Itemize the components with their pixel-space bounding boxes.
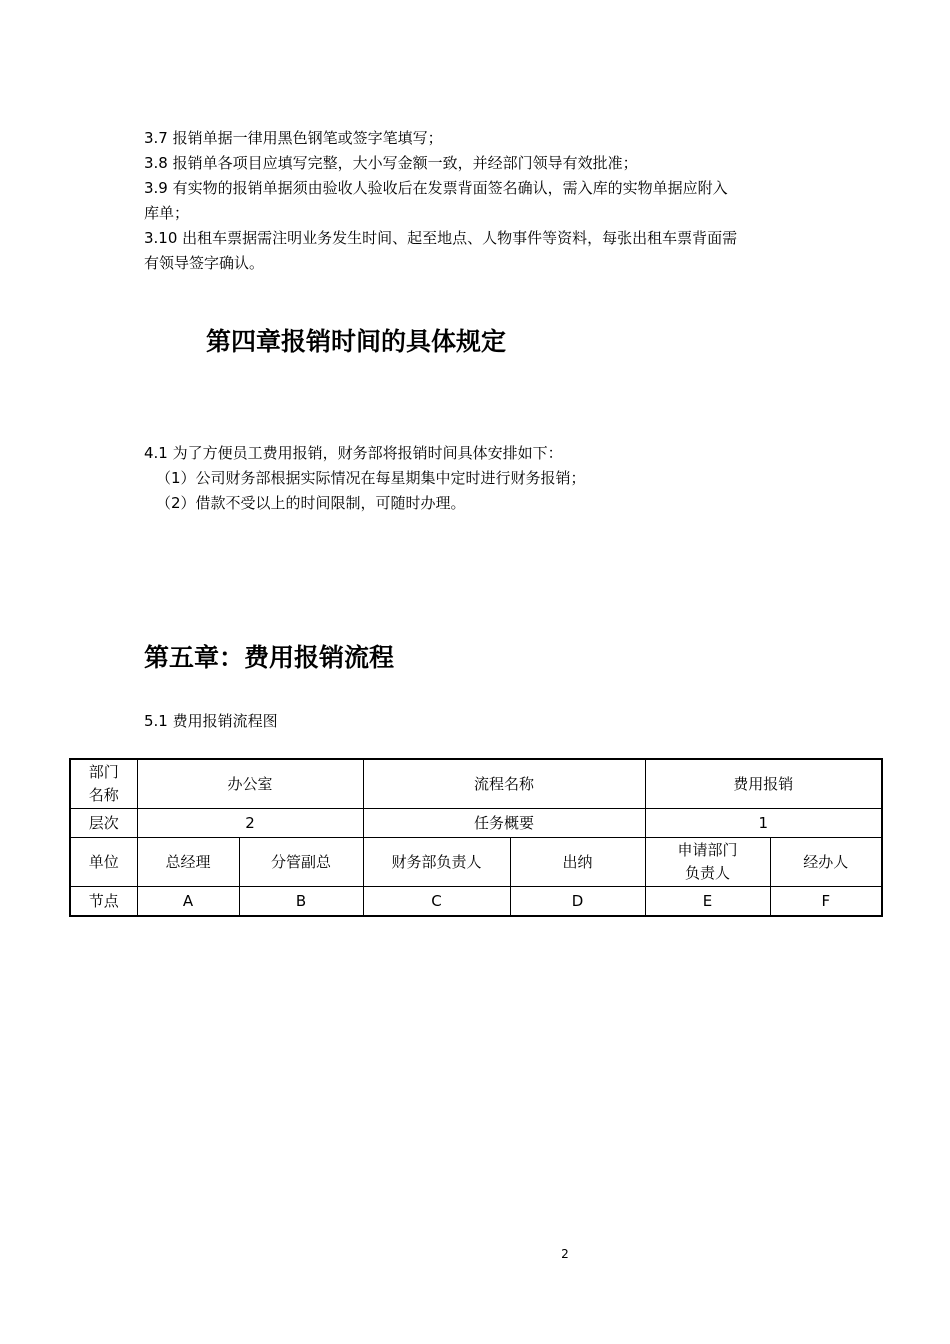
chapter5-subtitle: [144, 709, 814, 734]
table-row-department: [70, 759, 882, 809]
level-label: 层次: [70, 809, 137, 838]
dept-label-line1: 部门: [88, 763, 119, 781]
unit-cell: 申请部门负责人: [645, 838, 770, 887]
process-name: 费用报销: [645, 759, 882, 809]
task-label: 任务概要: [363, 809, 645, 838]
unit-cell: 总经理: [137, 838, 239, 887]
section3-list: [144, 126, 814, 276]
item-3-7: 3.7 报销单据一律用黑色钢笔或签字笔填写；: [144, 129, 443, 147]
item-3-9-line2: 库单；: [144, 204, 190, 222]
item-3-8: 3.8 报销单各项目应填写完整，大小写金额一致，并经部门领导有效批准；: [144, 154, 638, 172]
unit-cell: 分管副总: [239, 838, 363, 887]
table-row-units: [70, 838, 882, 887]
level-value: 2: [137, 809, 363, 838]
task-value: 1: [645, 809, 882, 838]
chapter4-item-2: （2）借款不受以上的时间限制，可随时办理。: [156, 494, 466, 512]
node-cell: A: [137, 887, 239, 917]
page-number: 2: [561, 1247, 569, 1261]
unit-label: 单位: [70, 838, 137, 887]
table-row-nodes: [70, 887, 882, 917]
unit-cell: 经办人: [770, 838, 882, 887]
chapter4-title: 第四章报销时间的具体规定: [206, 327, 507, 356]
item-3-9-line1: 3.9 有实物的报销单据须由验收人验收后在发票背面签名确认，需入库的实物单据应附入: [144, 179, 728, 197]
chapter5-title: 第五章：费用报销流程: [144, 643, 395, 672]
node-cell: C: [363, 887, 510, 917]
chapter4-body: [144, 441, 814, 516]
chapter4-intro: 4.1 为了方便员工费用报销，财务部将报销时间具体安排如下：: [144, 444, 563, 462]
flowchart-heading: 5.1 费用报销流程图: [144, 712, 278, 730]
dept-label-line2: 名称: [88, 786, 119, 804]
dept-value: 办公室: [137, 759, 363, 809]
unit-cell: 出纳: [510, 838, 645, 887]
chapter4-item-1: （1）公司财务部根据实际情况在每星期集中定时进行财务报销；: [156, 469, 586, 487]
unit-cell: 财务部负责人: [363, 838, 510, 887]
item-3-10-line2: 有领导签字确认。: [144, 254, 265, 272]
process-label: 流程名称: [363, 759, 645, 809]
table-row-level: [70, 809, 882, 838]
node-label: 节点: [70, 887, 137, 917]
item-3-10-line1: 3.10 出租车票据需注明业务发生时间、起至地点、人物事件等资料，每张出租车票背面需: [144, 229, 738, 247]
node-cell: F: [770, 887, 882, 917]
dept-label-cell: [70, 759, 137, 809]
node-cell: B: [239, 887, 363, 917]
process-table: [69, 758, 883, 917]
node-cell: D: [510, 887, 645, 917]
node-cell: E: [645, 887, 770, 917]
